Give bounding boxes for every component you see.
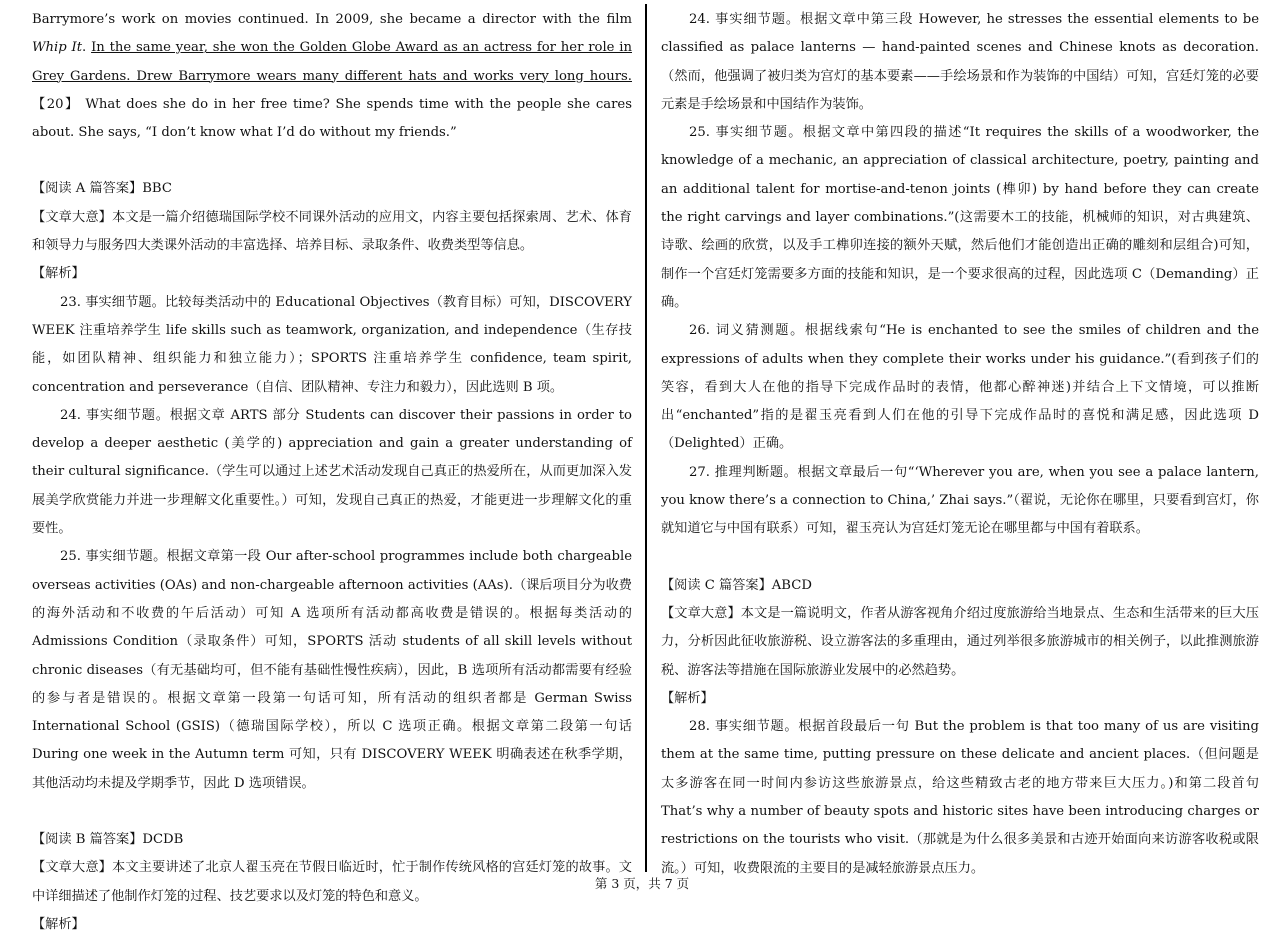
question-25-explanation: 25. 事实细节题。根据文章第一段 Our after-school programmes include both chargeable overseas activities (OAs) and non-chargeable afternoon activities (AAs).（课后项目分为收费的海外活动和不收费的午后活动）可知 A 选项所有活动都高收费是错误的。根据每类活动的 Admissions Condition（录取条件）可知，SPORTS 活动 students of all skill levels without chronic diseases（有无基础均可，但不能有基础性慢性疾病），因此，B 选项所有活动都需要有经验的参与者是错误的。根据文章第一段第一句话可知，所有活动的组织者都是 German Swiss International School (GSIS)（德瑞国际学校），所以 C 选项正确。根据文章第二段第一句话 During one week in the Autumn term 可知，只有 DISCOVERY WEEK 明确表述在秋季学期，其他活动均未提及学期季节，因此 D 选项错误。 — [32, 549, 632, 791]
section-b-summary: 【文章大意】本文主要讲述了北京人翟玉亮在节假日临近时，忙于制作传统风格的宫廷灯笼的故事。文中详细描述了他制作灯笼的过程、技艺要求以及灯笼的特色和意义。 — [32, 860, 632, 904]
question-26-explanation: 26. 词义猜测题。根据线索句“He is enchanted to see the smiles of children and the expressions of adults when they complete their works under his guidance.”(看到孩子们的笑容，看到大人在他的指导下完成作品时的表情，他都心醉神迷)并结合上下文情境，可以推断出“enchanted”指的是翟玉亮看到人们在他的引导下完成作品时的喜悦和满足感，因此选项 D（Delighted）正确。 — [661, 323, 1259, 452]
column-divider — [645, 4, 647, 872]
section-a-summary: 【文章大意】本文是一篇介绍德瑞国际学校不同课外活动的应用文，内容主要包括探索周、艺术、体育和领导力与服务四大类课外活动的丰富选择、培养目标、录取条件、收费类型等信息。 — [32, 209, 632, 254]
intro-text-3: What does she do in her free time? She spends time with the people she cares about. She says, “I don’t know what I’d do without my friends.” — [32, 96, 633, 141]
question-24-explanation: 24. 事实细节题。根据文章 ARTS 部分 Students can discover their passions in order to develop a deeper aesthetic (美学的) appreciation and gain a greater understanding of their cultural significance.（学生可以通过上述艺术活动发现自己真正的热爱所在，从而更加深入发展美学欣赏能力并进一步理解文化重要性。）可知，发现自己真正的热爱，才能更进一步理解文化的重要性。 — [32, 407, 632, 537]
section-c-answer: 【阅读 C 篇答案】ABCD — [661, 577, 812, 593]
intro-paragraph — [32, 6, 632, 147]
question-25b-explanation: 25. 事实细节题。根据文章中第四段的描述“It requires the skills of a woodworker, the knowledge of a mechanic, an appreciation of classical architecture, poetry, painting and an additional talent for mortise-and-tenon joints (榫卯) by hand before they can create the right carvings and layer combinations.”(这需要木工的技能，机械师的知识，对古典建筑、诗歌、绘画的欣赏，以及手工榫卯连接的额外天赋，然后他们才能创造出正确的雕刻和层组合)可知，制作一个宫廷灯笼需要多方面的技能和知识，是一个要求很高的过程，因此选项 C（Demanding）正确。 — [661, 125, 1259, 310]
section-a-answer: 【阅读 A 篇答案】BBC — [32, 181, 172, 197]
left-column — [32, 6, 632, 939]
question-marker: 【20】 — [32, 96, 80, 112]
question-27-explanation: 27. 推理判断题。根据文章最后一句“‘Wherever you are, when you see a palace lantern, you know there’s a connection to China,’ Zhai says.”（翟说，无论你在哪里，只要看到宫灯，你就知道它与中国有联系）可知，翟玉亮认为宫廷灯笼无论在哪里都与中国有着联系。 — [661, 464, 1259, 537]
section-b-answer: 【阅读 B 篇答案】DCDB — [32, 832, 184, 848]
question-23-explanation: 23. 事实细节题。比较每类活动中的 Educational Objectives（教育目标）可知，DISCOVERY WEEK 注重培养学生 life skills such as teamwork, organization, and independence（生存技能，如团队精神、组织能力和独立能力）；SPORTS 注重培养学生 confidence, team spirit, concentration and perseverance（自信、团队精神、专注力和毅力），因此选则 B 项。 — [32, 294, 632, 395]
intro-text-2: . — [82, 40, 92, 56]
page-footer: 第 3 页，共 7 页 — [594, 876, 690, 891]
right-column — [661, 6, 1259, 883]
section-c-analysis-label: 【解析】 — [661, 690, 714, 706]
question-24b-explanation: 24. 事实细节题。根据文章中第三段 However, he stresses the essential elements to be classified as palace lanterns — hand-painted scenes and Chinese knots as decoration.（然而，他强调了被归类为宫灯的基本要素——手绘场景和作为装饰的中国结）可知，宫廷灯笼的必要元素是手绘场景和中国结作为装饰。 — [661, 12, 1259, 112]
question-28-explanation: 28. 事实细节题。根据首段最后一句 But the problem is that too many of us are visiting them at the same time, putting pressure on these delicate and ancient places.（但问题是太多游客在同一时间内参访这些旅游景点，给这些精致古老的地方带来巨大压力。)和第二段首句 That’s why a number of beauty spots and historic sites have been introducing charges or restrictions on the tourists who visit.（那就是为什么很多美景和古迹开始面向来访游客收税或限流。）可知，收费限流的主要目的是减轻旅游景点压力。 — [661, 719, 1259, 876]
section-c-summary: 【文章大意】本文是一篇说明文，作者从游客视角介绍过度旅游给当地景点、生态和生活带来的巨大压力，分析因此征收旅游税、设立游客法的多重理由，通过列举很多旅游城市的相关例子，以此推测旅游税、游客法等措施在国际旅游业发展中的必然趋势。 — [661, 605, 1259, 678]
underlined-sentence: In the same year, she won the Golden Globe Award as an actress for her role in Grey Gardens. Drew Barrymore wears many different hats and works very long hours. — [32, 40, 632, 84]
film-title: Whip It — [32, 40, 83, 56]
section-a-analysis-label: 【解析】 — [32, 266, 85, 282]
intro-text: Barrymore’s work on movies continued. In 2009, she became a director with the film — [32, 12, 632, 27]
section-b-analysis-label: 【解析】 — [32, 916, 85, 932]
